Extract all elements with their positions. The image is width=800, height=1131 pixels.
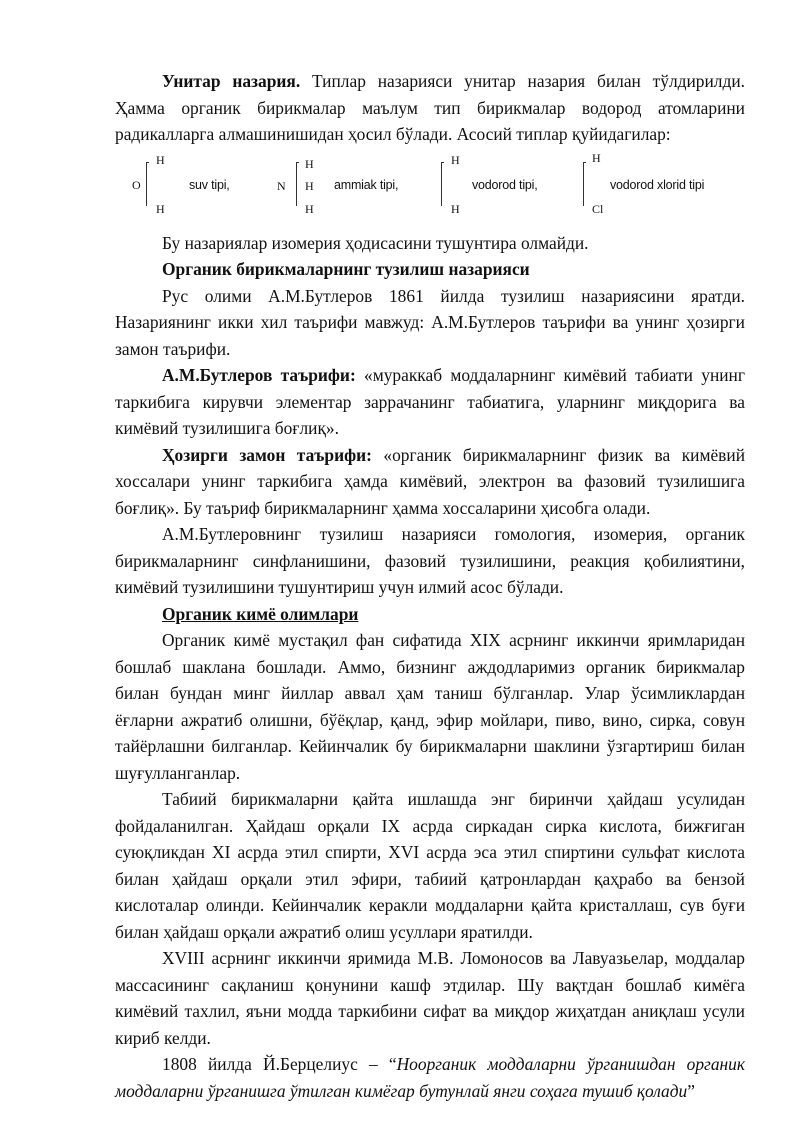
document-page [115, 68, 745, 1104]
heading-chemists-wrap [115, 601, 745, 628]
formula-water-bottom: H [156, 201, 165, 216]
paragraph-butlerov-definition [115, 362, 745, 442]
heading-organic-chemists: Органик кимё олимлари [162, 603, 359, 624]
paragraph-text: «органик бирикмаларнинг физик ва кимёвий хоссалари унинг таркибига ҳамда кимёвий, электрон ва фазовий тузилишига боғлиқ». Бу таъриф бирикмаларнинг ҳамма хоссаларини ҳисобга олади. [115, 444, 746, 518]
formula-hydrogen-top: H [451, 152, 460, 167]
formula-water-top: H [156, 152, 165, 167]
paragraph-text: «мураккаб моддаларнинг кимёвий табиати унинг таркибига кирувчи элементар заррачанинг табиатига, уларнинг миқдорига ва кимёвий тузилишига боғлиқ». [115, 365, 746, 438]
type-formulas [115, 150, 745, 228]
paragraph-berzelius [115, 1051, 745, 1104]
paragraph-history: Органик кимё мустақил фан сифатида XIX асрнинг иккинчи яримларидан бошлаб шаклана бошлади. Аммо, бизнинг аждодларимиз органик бирикмалар билан бундан минг йиллар аввал ҳам таниш бўлганлар. Улар ўсимликлардан ёғларни ажратиб олишни, бўёқлар, қанд, эфир мойлари, пиво, вино, сирка, совун тайёрлашни билганлар. Кейинчалик бу бирикмаларни шаклини ўзгартириш билан шуғулланганлар. [115, 630, 745, 783]
formula-ammonia-center: N [277, 178, 286, 193]
formula-hcl-label: vodorod xlorid tipi [610, 177, 705, 192]
formula-water-center: O [132, 177, 141, 192]
paragraph-unitary-theory [115, 68, 745, 148]
heading-structure-theory: Органик бирикмаларнинг тузилиш назарияси [162, 259, 530, 279]
paragraph-modern-definition [115, 442, 745, 522]
formula-ammonia-middle: H [305, 178, 314, 193]
formula-hcl-bottom: Cl [592, 201, 604, 216]
brace [296, 162, 302, 206]
paragraph-isomerism: Бу назариялар изомерия ҳодисасини тушунтира олмайди. [162, 232, 589, 253]
formula-ammonia-label: ammiak tipi, [334, 177, 399, 192]
formula-water-label: suv tipi, [189, 177, 230, 192]
paragraph-distillation: Табиий бирикмаларни қайта ишлашда энг биринчи ҳайдаш усулидан фойдаланилган. Ҳайдаш орқали IX асрда сиркадан сирка кислота, бижғиган суюқликдан XI асрда этил спирти, XVI асрда эса этил спиртини сульфат кислота билан ҳайдаш орқали этил эфири, табиий қатронлардан қаҳрабо ва бензой кислоталар олинди. Кейинчалик керакли моддаларни қайта кристаллаш, сув буғи билан ҳайдаш орқали ажратиб олиш усуллари яратилди. [115, 789, 745, 942]
berzelius-quote: Ноорганик моддаларни ўрганишдан органик моддаларни ўрганишга ўтилган кимёгар бутунлай янги соҳага тушиб қолади [115, 1054, 745, 1101]
paragraph-butlerov: Рус олими А.М.Бутлеров 1861 йилда тузилиш назариясини яратди. Назариянинг икки хил таърифи мавжуд: А.М.Бутлеров таърифи ва унинг ҳозирги замон таърифи. [115, 285, 745, 359]
brace [441, 162, 447, 206]
formula-hydrogen-label: vodorod tipi, [472, 177, 538, 192]
term-unitary-theory: Унитар назария. [162, 71, 301, 91]
paragraph-lomonosov: XVIII асрнинг иккинчи яримида М.В. Ломоносов ва Лавуазьелар, моддалар массасининг сақланиш қонунини кашф этдилар. Шу вақтдан бошлаб кимёга кимёвий тахлил, яъни модда таркибини сифат ва миқдор жиҳатдан аниқлаш усули кириб келди. [115, 948, 745, 1048]
paragraph-theory-basis: А.М.Бутлеровнинг тузилиш назарияси гомология, изомерия, органик бирикмаларнинг синфланишини, фазовий тузилишини, реакция қобилиятини, кимёвий тузилишини тушунтириш учун илмий асос бўлади. [115, 524, 745, 597]
formula-ammonia-top: H [305, 156, 314, 171]
paragraph-text: 1808 йилда Й.Берцелиус – “ [162, 1054, 397, 1074]
formula-hcl-top: H [592, 150, 601, 165]
formula-ammonia-bottom: H [305, 201, 314, 216]
term-butlerov-definition: А.М.Бутлеров таърифи: [162, 365, 356, 385]
formula-hydrogen-bottom: H [451, 201, 460, 216]
brace [583, 162, 589, 206]
term-modern-definition: Ҳозирги замон таърифи: [162, 444, 372, 465]
brace [146, 162, 152, 206]
paragraph-text: Типлар назарияси унитар назария билан тўлдирилди. Ҳамма органик бирикмалар маълум тип бирикмалар водород атомларини радикалларга алмашинишидан ҳосил бўлади. Асосий типлар қуйидагилар: [115, 71, 745, 144]
quote-end: ” [687, 1080, 695, 1101]
